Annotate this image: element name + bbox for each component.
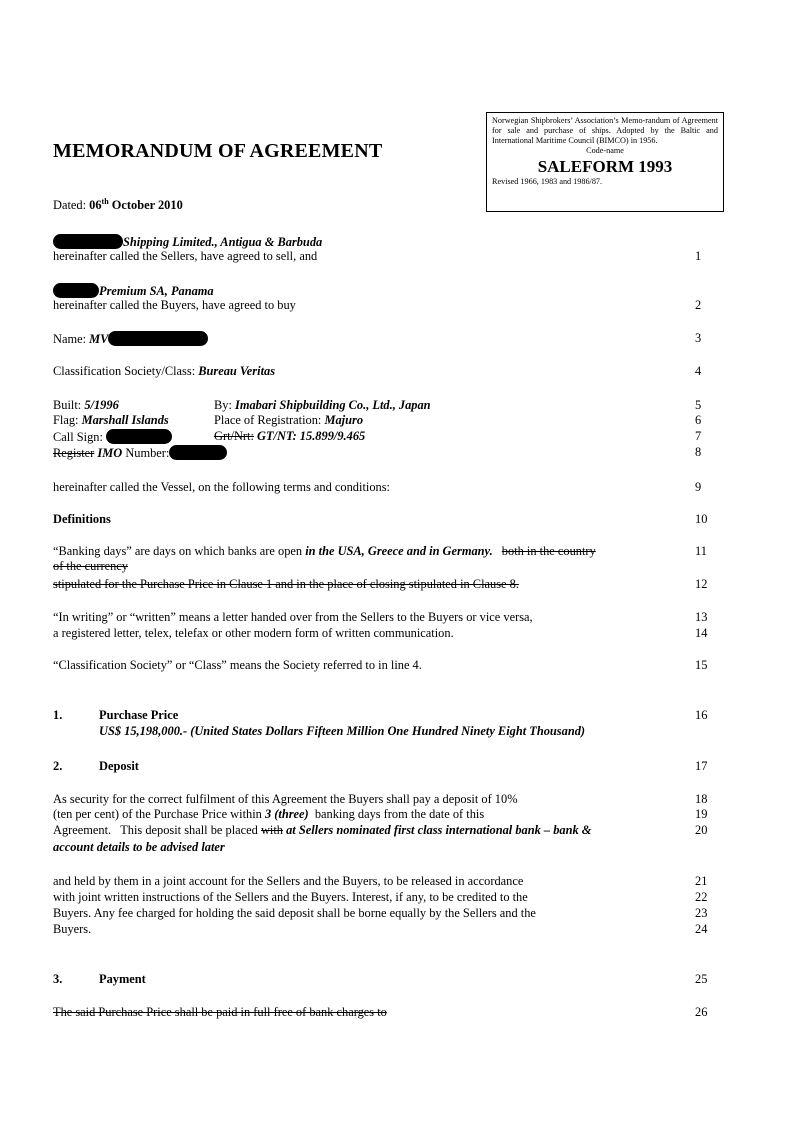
banking-days-line (53, 544, 596, 558)
registration-row (214, 413, 363, 427)
line-number: 24 (695, 922, 708, 936)
tonnage-struck: Grt/Nrt: (214, 429, 254, 443)
builder-value: Imabari Shipbuilding Co., Ltd., Japan (235, 398, 431, 412)
line-number: 19 (695, 807, 708, 821)
deposit-line-1: As security for the correct fulfilment of this Agreement the Buyers shall pay a deposit of 10% (53, 792, 518, 806)
class-label: Classification Society/Class: (53, 364, 196, 378)
line-number: 23 (695, 906, 708, 920)
line-number: 5 (695, 398, 702, 412)
sellers-name: Shipping Limited., Antigua & Barbuda (123, 235, 323, 249)
held-line-4: Buyers. (53, 922, 92, 936)
line-number: 6 (695, 413, 702, 427)
purchase-price-value: US$ 15,198,000.- (United States Dollars Fifteen Million One Hundred Ninety Eight Thousand) (99, 724, 586, 738)
banking-struck: both in the country (501, 544, 596, 558)
dated-line (53, 198, 183, 212)
line-number: 20 (695, 823, 708, 837)
dated-label: Dated: (53, 198, 87, 212)
form-info-box (486, 112, 724, 212)
deposit-struck: with (260, 823, 283, 837)
registration-label: Place of Registration: (214, 413, 322, 427)
line-number: 3 (695, 331, 702, 345)
call-sign-row (53, 429, 172, 444)
line-number: 26 (695, 1005, 708, 1019)
form-description: Norwegian Shipbrokers’ Association’s Memo-randum of Agreement for sale and purchase of ships. Adopted by the Baltic and International Maritime Council (BIMCO) in 1956. (492, 116, 718, 145)
builder-row (214, 398, 431, 412)
tonnage-value: GT/NT: 15.899/9.465 (257, 429, 366, 443)
clause-3-heading: Payment (99, 972, 146, 986)
definitions-heading: Definitions (53, 512, 111, 526)
redaction-mark (53, 283, 99, 298)
redaction-mark (106, 429, 172, 444)
line-number: 21 (695, 874, 708, 888)
line-number: 1 (695, 249, 702, 263)
writing-line-1: “In writing” or “written” means a letter handed over from the Sellers to the Buyers or vice versa, (53, 610, 533, 624)
line-number: 18 (695, 792, 708, 806)
held-line-1: and held by them in a joint account for the Sellers and the Buyers, to be released in accordance (53, 874, 524, 888)
deposit-line-3: Agreement. This deposit shall be placed with at Sellers nominated first class international bank – bank & (53, 823, 592, 837)
payment-struck: The said Purchase Price shall be paid in full free of bank charges to (53, 1005, 387, 1019)
flag-row (53, 413, 169, 427)
dated-rest: October 2010 (111, 198, 183, 212)
dated-day: 06th (89, 196, 109, 212)
flag-label: Flag: (53, 413, 79, 427)
clause-2-heading: Deposit (99, 759, 139, 773)
line-number: 13 (695, 610, 708, 624)
deposit-bank: at Sellers nominated first class international bank – bank & (282, 823, 592, 837)
vessel-text: hereinafter called the Vessel, on the following terms and conditions: (53, 480, 390, 494)
held-line-2: with joint written instructions of the Sellers and the Buyers. Interest, if any, to be credited to the (53, 890, 528, 904)
built-row (53, 398, 119, 412)
buyers-name-line (53, 283, 214, 298)
built-label: Built: (53, 398, 82, 412)
line-number: 22 (695, 890, 708, 904)
imo-label: IMO (97, 446, 123, 460)
line-number: 11 (695, 544, 707, 558)
line-number: 2 (695, 298, 702, 312)
line-number: 7 (695, 429, 702, 443)
line-number: 9 (695, 480, 702, 494)
sellers-text: hereinafter called the Sellers, have agreed to sell, and (53, 249, 318, 263)
held-line-3: Buyers. Any fee charged for holding the said deposit shall be borne equally by the Sellers and the (53, 906, 536, 920)
redaction-mark (53, 234, 123, 249)
writing-line-2: a registered letter, telex, telefax or other modern form of written communication. (53, 626, 454, 640)
buyers-name: Premium SA, Panama (99, 284, 214, 298)
line-number: 15 (695, 658, 708, 672)
registration-value: Majuro (324, 413, 364, 427)
imo-row (53, 445, 227, 460)
builder-label: By: (214, 398, 232, 412)
buyers-text: hereinafter called the Buyers, have agreed to buy (53, 298, 296, 312)
class-value: Bureau Veritas (198, 364, 276, 378)
tonnage-row (214, 429, 365, 443)
line-number: 25 (695, 972, 708, 986)
revised-note: Revised 1966, 1983 and 1986/87. (492, 177, 603, 186)
clause-1-heading: Purchase Price (99, 708, 179, 722)
redaction-mark (169, 445, 227, 460)
line-number: 14 (695, 626, 708, 640)
flag-value: Marshall Islands (81, 413, 169, 427)
line-number: 12 (695, 577, 708, 591)
redaction-mark (108, 331, 208, 346)
number-label: Number: (125, 446, 170, 460)
line-number: 4 (695, 364, 702, 378)
line-number: 10 (695, 512, 708, 526)
line-number: 16 (695, 708, 708, 722)
code-name: SALEFORM 1993 (537, 157, 673, 176)
vessel-name-value: MV (89, 332, 109, 346)
class-definition: “Classification Society” or “Class” means the Society referred to in line 4. (53, 658, 422, 672)
sellers-name-line (53, 234, 322, 249)
clause-2-number: 2. (53, 759, 63, 773)
deposit-line-2: (ten per cent) of the Purchase Price within 3 (three) banking days from the date of this (53, 807, 485, 821)
class-row (53, 364, 275, 378)
vessel-name-row (53, 331, 208, 346)
clause-3-number: 3. (53, 972, 63, 986)
banking-text: “Banking days” are days on which banks are open (53, 544, 306, 558)
vessel-name-label: Name: (53, 332, 87, 346)
line-number: 17 (695, 759, 708, 773)
deposit-line-4: account details to be advised later (53, 840, 225, 854)
clause-1-number: 1. (53, 708, 63, 722)
banking-struck-3: stipulated for the Purchase Price in Clause 1 and in the place of closing stipulated in Clause 8. (53, 577, 519, 591)
page-title: MEMORANDUM OF AGREEMENT (53, 140, 383, 162)
line-number: 8 (695, 445, 702, 459)
call-sign-label: Call Sign: (53, 430, 103, 444)
built-value: 5/1996 (84, 398, 119, 412)
register-struck: Register (53, 446, 95, 460)
code-name-label: Code-name (586, 146, 624, 155)
deposit-days: 3 (three) (264, 807, 309, 821)
banking-countries: in the USA, Greece and in Germany. (305, 544, 493, 558)
banking-struck-2: of the currency (53, 559, 128, 573)
